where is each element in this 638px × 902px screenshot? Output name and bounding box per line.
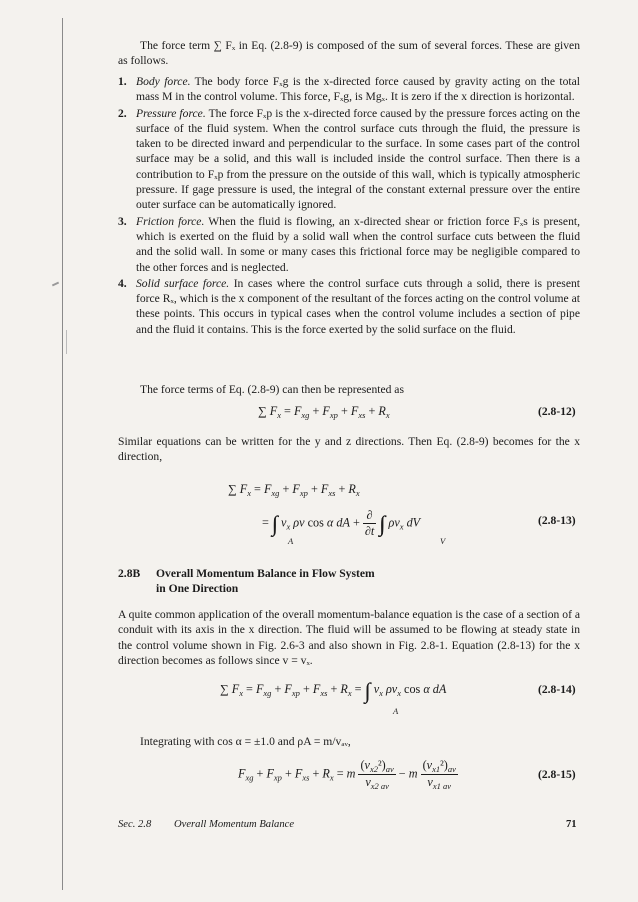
intro-paragraph: The force term ∑ Fₓ in Eq. (2.8-9) is composed of the sum of several forces. These are given as follows.	[118, 39, 580, 68]
paragraph-represented: The force terms of Eq. (2.8-9) can then be represented as	[140, 383, 404, 396]
section-heading: 2.8B Overall Momentum Balance in Flow System in One Direction	[118, 567, 375, 596]
limit-v: V	[440, 536, 446, 546]
equation-2-8-15: $F_{xg} + F_{xp} + F_{xs} + R_x = m$ $\frac{(v_{x2}^2)_{av}}{v_{x2 av}}$ − m $\frac{(v_{x1}^2)_{av}}{v_{x1 av}}$	[238, 758, 456, 791]
paragraph-application: A quite common application of the overall momentum-balance equation is the case of a section of a conduit with its axis in the x direction. The fluid will be assumed to be flowing at steady state in the control volume shown in Fig. 2.6-3 and also shown in Fig. 2.8-1. Equation (2.8-13) for the x direction becomes as follows since v = vₓ.	[118, 608, 580, 667]
paragraph-similar: Similar equations can be written for the y and z directions. Then Eq. (2.8-9) becomes for the x direction,	[118, 435, 580, 464]
equation-2-8-13-line2: = ∫∫ $v_x$ ρv cos α dA + $\frac{\partial}{\partial t}$ ∫∫∫ $\rho v_x$ dV	[262, 508, 421, 538]
equation-2-8-14: ∑ $F_x = F_{xg} + F_{xp} + F_{xs} + R_x$ = ∫∫ $v_x$ $\rho v_x$ cos α dA	[220, 678, 447, 703]
force-list	[118, 74, 580, 338]
running-footer: Sec. 2.8 Overall Momentum Balance	[118, 819, 295, 830]
list-item: 3. Friction force. When the fluid is flowing, an x-directed shear or friction force Fₓs is present, which is exerted on the fluid by a solid wall when the control surface cuts between the fluid and the solid wall. In some or many cases this frictional force may be negligible compared to the other forces and is neglected.	[118, 214, 580, 274]
equation-number: (2.8-12)	[538, 405, 576, 418]
list-item: 4. Solid surface force. In cases where the control surface cuts through a solid, there is present force Rₓ, which is the x component of the resultant of the forces acting on the control volume at these points. This occurs in typical cases when the control volume includes a section of pipe and the fluid it contains. This is the force exerted by the solid surface on the fluid.	[118, 276, 580, 336]
binding-margin-line	[62, 18, 63, 890]
margin-scan-mark	[66, 330, 67, 354]
limit-a: A	[393, 706, 399, 716]
equation-2-8-12: ∑ $F_x = F_{xg} + F_{xp} + F_{xs} + R_x$	[258, 404, 390, 420]
list-item: 1. Body force. The body force Fₓg is the x-directed force caused by gravity acting on the total mass M in the control volume. This force, Fₓg, is Mgₓ. It is zero if the x direction is horizontal.	[118, 75, 580, 104]
equation-number: (2.8-13)	[538, 514, 576, 527]
paragraph-integrating: Integrating with cos α = ±1.0 and ρA = m/vₐᵥ,	[140, 735, 351, 748]
list-item: 2. Pressure force. The force Fₓp is the x-directed force caused by the pressure forces acting on the surface of the fluid system. When the control surface cuts through the fluid, the pressure is taken to be directed inward and perpendicular to the surface. In some cases part of the control surface may be a solid, and this wall is included inside the control surface. Then there is a contribution to Fₓp from the pressure on the outside of this wall, which is typically atmospheric pressure. If gage pressure is used, the integral of the constant external pressure over the entire outer surface can be automatically ignored.	[118, 106, 580, 212]
equation-2-8-13-line1: ∑ $F_x = F_{xg} + F_{xp} + F_{xs} + R_x$	[228, 482, 360, 498]
margin-pencil-mark	[52, 282, 59, 287]
limit-a: A	[288, 536, 294, 546]
page-number: 71	[566, 819, 577, 830]
equation-number: (2.8-14)	[538, 683, 576, 696]
equation-number: (2.8-15)	[538, 768, 576, 781]
